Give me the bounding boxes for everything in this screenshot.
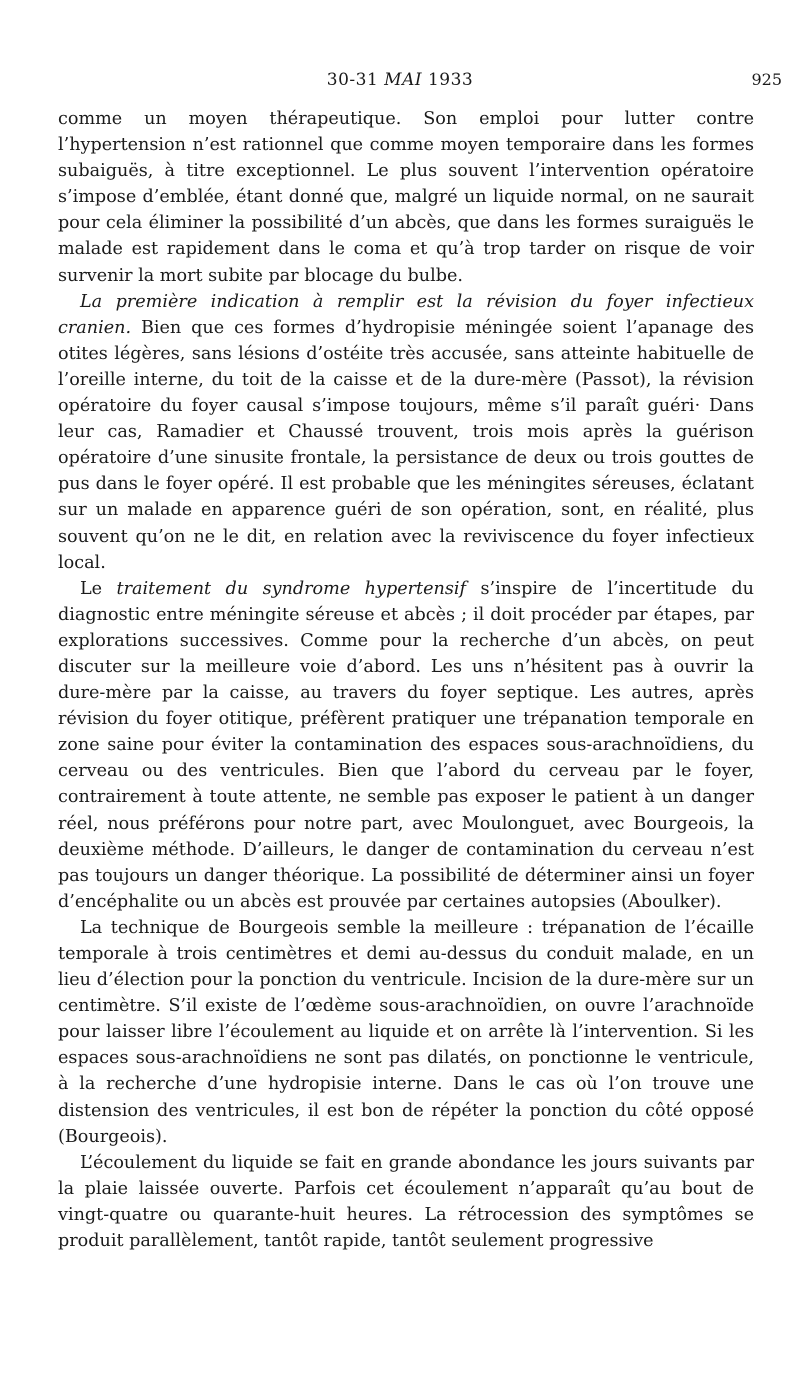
article-body [58,106,754,1254]
paragraph-text: comme un moyen thérapeutique. Son emploi pour lutter contre l’hypertension n’est rationnel que comme moyen temporaire dans les formes subaiguës, à titre exceptionnel. Le plus souvent l’intervention opératoire s’impose d’emblée, étant donné que, malgré un liquide normal, on ne saurait pour cela éliminer la possibilité d’un abcès, que dans les formes suraiguës le malade est rapidement dans le coma et qu’à trop tarder on risque de voir survenir la mort subite par blocage du bulbe. [58,109,754,286]
issue-date-year: 1933 [427,70,474,90]
paragraph-ecoulement [58,1150,754,1254]
running-header [0,68,800,92]
paragraph-italic-lead: La première indication à remplir est la révision du foyer infectieux cranien. [58,291,754,338]
issue-date-days: 30-31 [326,70,379,90]
paragraph-continuation [58,106,754,289]
paragraph-text: L’écoulement du liquide se fait en grande abondance les jours suivants par la plaie laissée ouverte. Parfois cet écoulement n’apparaît qu’au bout de vingt-quatre ou quarante-huit heures. La rétrocession des symptômes se produit parallèlement, tantôt rapide, tantôt seulement progressive [58,1152,754,1252]
paragraph-text: s’inspire de l’incertitude du diagnostic entre méningite séreuse et abcès ; il doit procéder par étapes, par explorations successives. Comme pour la recherche d’un abcès, on peut discuter sur la meilleure voie d’abord. Les uns n’hésitent pas à ouvrir la dure-mère par la caisse, au travers du foyer septique. Les autres, après révision du foyer otitique, préfèrent pratiquer une trépanation temporale en zone saine pour éviter la contamination des espaces sous-arachnoïdiens, du cerveau ou des ventricules. Bien que l’abord du cerveau par le foyer, contrairement à toute attente, ne semble pas exposer le patient à un danger réel, nous préférons pour notre part, avec Moulonguet, avec Bourgeois, la deuxième méthode. D’ailleurs, le danger de contamination du cerveau n’est pas toujours un danger théorique. La possibilité de déterminer ainsi un foyer d’encéphalite ou un abcès est prouvée par certaines autopsies (Aboulker). [58,578,754,912]
paragraph-technique-bourgeois [58,915,754,1150]
paragraph-text: La technique de Bourgeois semble la meilleure : trépanation de l’écaille temporale à trois centimètres et demi au-dessus du conduit malade, en un lieu d’élection pour la ponction du ventricule. Incision de la dure-mère sur un centimètre. S’il existe de l’œdème sous-arachnoïdien, on ouvre l’arachnoïde pour laisser libre l’écoulement au liquide et on arrête là l’intervention. Si les espaces sous-arachnoïdiens ne sont pas dilatés, on ponctionne le ventricule, à la recherche d’une hydropisie interne. Dans le cas où l’on trouve une distension des ventricules, il est bon de répéter la ponction du côté opposé (Bourgeois). [58,917,754,1147]
issue-date-month: MAI [384,70,423,90]
issue-date [0,68,800,92]
page-number: 925 [751,70,782,89]
paragraph-lead: Le [80,578,117,599]
paragraph-revision-foyer [58,289,754,576]
paragraph-text: Bien que ces formes d’hydropisie méningée soient l’apanage des otites légères, sans lésions d’ostéite très accusée, sans atteinte habituelle de l’oreille interne, du toit de la caisse et de la dure-mère (Passot), la révision opératoire du foyer causal s’impose toujours, même s’il paraît guéri· Dans leur cas, Ramadier et Chaussé trouvent, trois mois après la guérison opératoire d’une sinusite frontale, la persistance de deux ou trois gouttes de pus dans le foyer opéré. Il est probable que les méningites séreuses, éclatant sur un malade en apparence guéri de son opération, sont, en réalité, plus souvent qu’on ne le dit, en relation avec la reviviscence du foyer infectieux local. [58,317,754,573]
paragraph-italic-phrase: traitement du syndrome hypertensif [116,578,467,599]
paragraph-traitement [58,576,754,915]
